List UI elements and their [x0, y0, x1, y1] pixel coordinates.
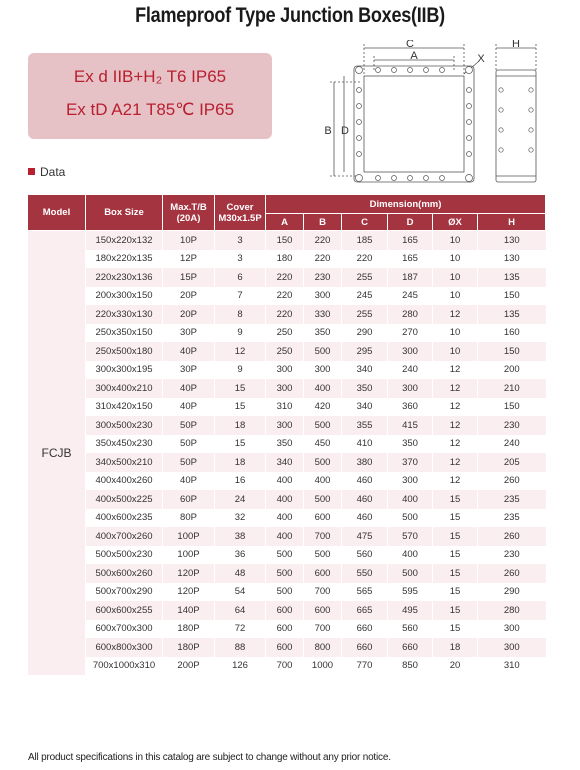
table-cell: 290 [342, 324, 388, 343]
table-cell: 660 [342, 620, 388, 639]
table-cell: 340 [266, 453, 304, 472]
table-cell: 88 [215, 638, 266, 657]
table-cell: 300 [266, 379, 304, 398]
table-cell: 660 [342, 638, 388, 657]
table-cell: 72 [215, 620, 266, 639]
table-cell: 12 [433, 305, 478, 324]
table-cell: 350 [304, 324, 342, 343]
table-cell: 15 [215, 435, 266, 454]
table-cell: 595 [388, 583, 433, 602]
table-row [28, 342, 546, 361]
table-cell: 400x600x235 [86, 509, 163, 528]
table-cell: 20 [433, 657, 478, 676]
table-cell: 180 [266, 250, 304, 269]
table-row [28, 509, 546, 528]
table-cell: 15 [433, 620, 478, 639]
table-cell: 400x700x260 [86, 527, 163, 546]
table-cell: 165 [388, 231, 433, 250]
table-cell: 700 [304, 620, 342, 639]
table-cell: 460 [342, 490, 388, 509]
table-row [28, 638, 546, 657]
table-cell: 12 [215, 342, 266, 361]
table-cell: 245 [342, 287, 388, 306]
table-cell: 220x230x136 [86, 268, 163, 287]
table-cell: 235 [478, 490, 546, 509]
table-cell: 300x500x230 [86, 416, 163, 435]
table-cell: 3 [215, 231, 266, 250]
dim-label-x: X [477, 53, 485, 65]
table-cell: 400 [266, 527, 304, 546]
table-cell: 300 [388, 379, 433, 398]
table-cell: 50P [163, 416, 215, 435]
header-a: A [266, 214, 304, 231]
table-cell: 350x450x230 [86, 435, 163, 454]
table-cell: 1000 [304, 657, 342, 676]
header-max-tb: Max.T/B (20A) [163, 195, 215, 231]
table-cell: 350 [266, 435, 304, 454]
table-cell: 40P [163, 342, 215, 361]
table-row [28, 398, 546, 417]
table-cell: 350 [342, 379, 388, 398]
table-cell: 12 [433, 472, 478, 491]
table-cell: 220 [304, 250, 342, 269]
rating-line-1: Ex d IIB+H₂ T6 IP65 [73, 67, 227, 86]
dim-label-b: B [324, 125, 332, 137]
table-cell: 9 [215, 324, 266, 343]
table-row [28, 546, 546, 565]
table-cell: 220 [266, 268, 304, 287]
table-cell: 205 [478, 453, 546, 472]
table-cell: 600 [266, 638, 304, 657]
table-cell: 260 [478, 472, 546, 491]
table-cell: 16 [215, 472, 266, 491]
table-cell: 15 [433, 564, 478, 583]
side-view-outline [496, 70, 536, 182]
table-cell: 500 [304, 490, 342, 509]
table-cell: 18 [215, 453, 266, 472]
table-cell: 235 [478, 509, 546, 528]
table-cell: 12P [163, 250, 215, 269]
model-cell: FCJB [28, 231, 86, 676]
page-title: Flameproof Type Junction Boxes(IIB) [135, 4, 445, 27]
table-cell: 600 [304, 564, 342, 583]
table-cell: 400 [266, 490, 304, 509]
table-cell: 15 [433, 509, 478, 528]
table-cell: 350 [388, 435, 433, 454]
table-cell: 120P [163, 583, 215, 602]
table-cell: 600 [304, 601, 342, 620]
table-cell: 450 [304, 435, 342, 454]
table-cell: 20P [163, 287, 215, 306]
table-cell: 10 [433, 268, 478, 287]
table-cell: 30P [163, 324, 215, 343]
table-cell: 200 [478, 361, 546, 380]
table-cell: 400 [304, 472, 342, 491]
table-cell: 15 [433, 583, 478, 602]
table-cell: 220 [266, 305, 304, 324]
table-cell: 220 [304, 231, 342, 250]
table-cell: 240 [388, 361, 433, 380]
table-cell: 370 [388, 453, 433, 472]
table-cell: 54 [215, 583, 266, 602]
table-cell: 18 [215, 416, 266, 435]
table-cell: 10 [433, 250, 478, 269]
header-x: ØX [433, 214, 478, 231]
table-cell: 550 [342, 564, 388, 583]
table-cell: 290 [478, 583, 546, 602]
table-cell: 770 [342, 657, 388, 676]
table-cell: 700 [304, 527, 342, 546]
table-cell: 250 [266, 324, 304, 343]
table-cell: 500 [266, 546, 304, 565]
table-row [28, 324, 546, 343]
table-cell: 270 [388, 324, 433, 343]
table-cell: 80P [163, 509, 215, 528]
table-cell: 500 [388, 564, 433, 583]
table-cell: 700 [266, 657, 304, 676]
table-cell: 15 [433, 527, 478, 546]
table-cell: 500x600x260 [86, 564, 163, 583]
table-cell: 8 [215, 305, 266, 324]
rating-box [28, 53, 272, 139]
table-row [28, 564, 546, 583]
table-cell: 220 [266, 287, 304, 306]
table-cell: 12 [433, 416, 478, 435]
table-cell: 150x220x132 [86, 231, 163, 250]
table-cell: 180x220x135 [86, 250, 163, 269]
table-cell: 360 [388, 398, 433, 417]
header-model: Model [28, 195, 86, 231]
table-cell: 500 [304, 453, 342, 472]
table-cell: 250x500x180 [86, 342, 163, 361]
front-view-outline [354, 66, 474, 182]
table-cell: 310x420x150 [86, 398, 163, 417]
table-cell: 300 [388, 472, 433, 491]
data-label-text: Data [40, 165, 66, 179]
table-cell: 500 [304, 416, 342, 435]
table-row [28, 620, 546, 639]
table-cell: 280 [478, 601, 546, 620]
table-row [28, 416, 546, 435]
table-cell: 12 [433, 361, 478, 380]
table-cell: 12 [433, 379, 478, 398]
table-cell: 50P [163, 435, 215, 454]
table-cell: 415 [388, 416, 433, 435]
table-cell: 40P [163, 398, 215, 417]
dim-label-a: A [410, 50, 418, 62]
table-cell: 10 [433, 324, 478, 343]
table-cell: 135 [478, 305, 546, 324]
table-cell: 500 [388, 509, 433, 528]
bullet-square-icon [28, 168, 35, 175]
table-cell: 10 [433, 342, 478, 361]
table-cell: 850 [388, 657, 433, 676]
table-cell: 400x500x225 [86, 490, 163, 509]
table-cell: 280 [388, 305, 433, 324]
table-cell: 9 [215, 361, 266, 380]
header-cover: Cover M30x1.5P [215, 195, 266, 231]
table-row [28, 601, 546, 620]
table-row [28, 379, 546, 398]
table-cell: 500 [266, 583, 304, 602]
table-cell: 495 [388, 601, 433, 620]
table-cell: 220x330x130 [86, 305, 163, 324]
table-cell: 40P [163, 379, 215, 398]
header-h: H [478, 214, 546, 231]
table-cell: 420 [304, 398, 342, 417]
table-cell: 250x350x150 [86, 324, 163, 343]
table-cell: 38 [215, 527, 266, 546]
table-cell: 260 [478, 527, 546, 546]
header-b: B [304, 214, 342, 231]
table-cell: 700x1000x310 [86, 657, 163, 676]
table-cell: 15 [433, 601, 478, 620]
table-cell: 330 [304, 305, 342, 324]
table-cell: 180P [163, 620, 215, 639]
table-cell: 400 [388, 546, 433, 565]
data-section-label [28, 165, 65, 179]
table-cell: 400x400x260 [86, 472, 163, 491]
table-row [28, 472, 546, 491]
table-cell: 500 [266, 564, 304, 583]
table-cell: 660 [388, 638, 433, 657]
table-cell: 64 [215, 601, 266, 620]
table-cell: 36 [215, 546, 266, 565]
table-cell: 24 [215, 490, 266, 509]
table-row [28, 583, 546, 602]
table-cell: 500 [304, 546, 342, 565]
table-cell: 15 [215, 398, 266, 417]
table-cell: 3 [215, 250, 266, 269]
table-cell: 185 [342, 231, 388, 250]
table-cell: 160 [478, 324, 546, 343]
table-cell: 12 [433, 435, 478, 454]
table-cell: 120P [163, 564, 215, 583]
spec-table [27, 194, 546, 675]
table-cell: 150 [478, 398, 546, 417]
table-cell: 230 [304, 268, 342, 287]
table-cell: 500x700x290 [86, 583, 163, 602]
dim-label-c: C [406, 40, 414, 50]
table-cell: 255 [342, 268, 388, 287]
table-cell: 200P [163, 657, 215, 676]
table-cell: 600x800x300 [86, 638, 163, 657]
dimension-diagram [322, 40, 548, 188]
table-cell: 130 [478, 231, 546, 250]
table-cell: 15P [163, 268, 215, 287]
table-cell: 340x500x210 [86, 453, 163, 472]
table-cell: 250 [266, 342, 304, 361]
dim-label-d: D [341, 125, 349, 137]
table-cell: 180P [163, 638, 215, 657]
table-cell: 300 [388, 342, 433, 361]
table-cell: 600 [304, 509, 342, 528]
dim-label-h: H [512, 40, 520, 50]
table-cell: 10 [433, 231, 478, 250]
table-cell: 30P [163, 361, 215, 380]
table-cell: 310 [478, 657, 546, 676]
table-cell: 600 [266, 620, 304, 639]
table-cell: 10 [433, 287, 478, 306]
table-cell: 6 [215, 268, 266, 287]
table-cell: 300x400x210 [86, 379, 163, 398]
table-cell: 570 [388, 527, 433, 546]
header-d: D [388, 214, 433, 231]
table-row [28, 231, 546, 250]
table-cell: 340 [342, 361, 388, 380]
table-cell: 460 [342, 509, 388, 528]
table-cell: 15 [433, 490, 478, 509]
rating-line-2: Ex tD A21 T85℃ IP65 [65, 100, 235, 119]
table-cell: 20P [163, 305, 215, 324]
table-cell: 255 [342, 305, 388, 324]
table-cell: 300 [304, 361, 342, 380]
table-row [28, 268, 546, 287]
table-cell: 210 [478, 379, 546, 398]
table-cell: 7 [215, 287, 266, 306]
table-cell: 10P [163, 231, 215, 250]
table-cell: 300 [266, 361, 304, 380]
table-cell: 12 [433, 453, 478, 472]
table-cell: 165 [388, 250, 433, 269]
table-cell: 700 [304, 583, 342, 602]
table-cell: 40P [163, 472, 215, 491]
table-cell: 500x500x230 [86, 546, 163, 565]
table-cell: 300 [304, 287, 342, 306]
table-cell: 340 [342, 398, 388, 417]
table-row [28, 527, 546, 546]
table-cell: 600x700x300 [86, 620, 163, 639]
table-cell: 310 [266, 398, 304, 417]
table-cell: 295 [342, 342, 388, 361]
table-cell: 355 [342, 416, 388, 435]
table-cell: 300x300x195 [86, 361, 163, 380]
table-cell: 800 [304, 638, 342, 657]
table-row [28, 287, 546, 306]
table-cell: 260 [478, 564, 546, 583]
table-row [28, 250, 546, 269]
table-cell: 150 [478, 287, 546, 306]
table-cell: 150 [478, 342, 546, 361]
table-cell: 126 [215, 657, 266, 676]
table-cell: 600x600x255 [86, 601, 163, 620]
table-cell: 560 [388, 620, 433, 639]
table-cell: 240 [478, 435, 546, 454]
table-cell: 12 [433, 398, 478, 417]
table-cell: 380 [342, 453, 388, 472]
table-cell: 400 [266, 509, 304, 528]
table-cell: 32 [215, 509, 266, 528]
table-cell: 15 [433, 546, 478, 565]
table-cell: 135 [478, 268, 546, 287]
table-cell: 400 [266, 472, 304, 491]
table-cell: 187 [388, 268, 433, 287]
table-cell: 410 [342, 435, 388, 454]
table-cell: 150 [266, 231, 304, 250]
table-row [28, 657, 546, 676]
table-row [28, 453, 546, 472]
table-cell: 600 [266, 601, 304, 620]
header-c: C [342, 214, 388, 231]
table-cell: 130 [478, 250, 546, 269]
table-cell: 300 [266, 416, 304, 435]
front-view-inner [364, 76, 464, 172]
table-cell: 200x300x150 [86, 287, 163, 306]
table-cell: 475 [342, 527, 388, 546]
table-cell: 400 [304, 379, 342, 398]
table-cell: 230 [478, 416, 546, 435]
table-row [28, 361, 546, 380]
table-cell: 15 [215, 379, 266, 398]
spec-table-body [28, 231, 546, 676]
table-row [28, 435, 546, 454]
table-cell: 565 [342, 583, 388, 602]
table-cell: 560 [342, 546, 388, 565]
table-cell: 300 [478, 638, 546, 657]
footer-disclaimer: All product specifications in this catalog are subject to change without any prior notice. [28, 752, 391, 763]
table-cell: 245 [388, 287, 433, 306]
table-cell: 140P [163, 601, 215, 620]
table-cell: 60P [163, 490, 215, 509]
table-cell: 460 [342, 472, 388, 491]
table-cell: 220 [342, 250, 388, 269]
table-cell: 665 [342, 601, 388, 620]
table-cell: 100P [163, 527, 215, 546]
table-cell: 18 [433, 638, 478, 657]
table-cell: 300 [478, 620, 546, 639]
table-cell: 50P [163, 453, 215, 472]
table-cell: 100P [163, 546, 215, 565]
table-cell: 48 [215, 564, 266, 583]
table-cell: 230 [478, 546, 546, 565]
table-row [28, 305, 546, 324]
table-row [28, 490, 546, 509]
table-cell: 400 [388, 490, 433, 509]
header-dimension: Dimension(mm) [266, 195, 546, 214]
header-box-size: Box Size [86, 195, 163, 231]
table-cell: 500 [304, 342, 342, 361]
